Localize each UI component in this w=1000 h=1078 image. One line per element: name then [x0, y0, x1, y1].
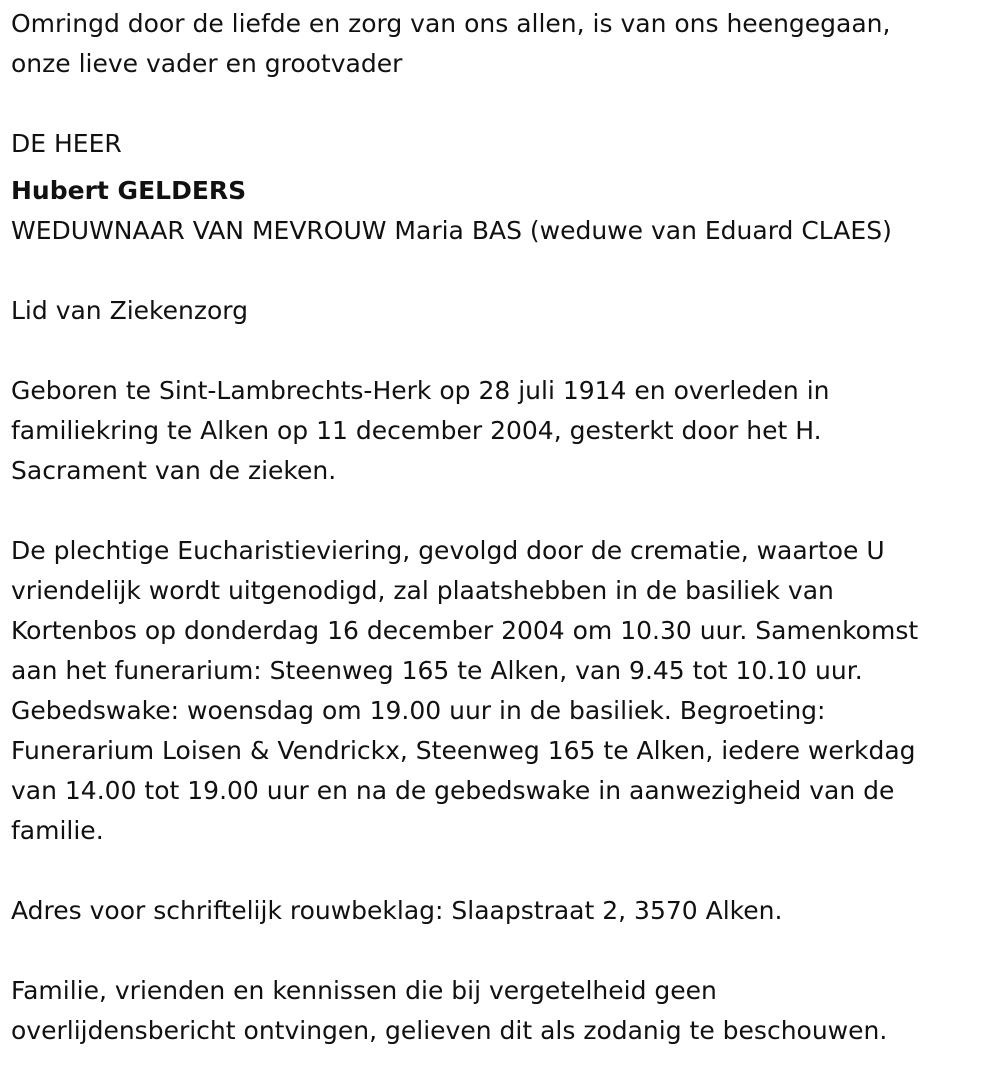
- birth-death-paragraph: Geboren te Sint-Lambrechts-Herk op 28 juli 1914 en overleden in familiekring te Alken op 11 december 2004, gesterkt door het H. Sacrament van de zieken.: [11, 376, 830, 485]
- widower-line: WEDUWNAAR VAN MEVROUW Maria BAS (weduwe van Eduard CLAES): [11, 216, 892, 245]
- spacer: [11, 84, 991, 124]
- intro-paragraph: Omringd door de liefde en zorg van ons allen, is van ons heengegaan, onze lieve vader en grootvader: [11, 9, 891, 78]
- spacer: [11, 491, 991, 531]
- spacer: [11, 251, 991, 291]
- closing-paragraph: Familie, vrienden en kennissen die bij vergetelheid geen overlijdensbericht ontvingen, gelieven dit als zodanig te beschouwen.: [11, 976, 888, 1045]
- spacer: [11, 931, 991, 971]
- honorific-title: DE HEER: [11, 129, 122, 158]
- membership-line: Lid van Ziekenzorg: [11, 296, 248, 325]
- deceased-name: Hubert GELDERS: [11, 176, 247, 205]
- spacer: [11, 164, 991, 171]
- ceremony-paragraph: De plechtige Eucharistieviering, gevolgd door de crematie, waartoe U vriendelijk wordt uitgenodigd, zal plaatshebben in de basiliek van Kortenbos op donderdag 16 december 2004 om 10.30 uur. Samenkomst aan het funerarium: Steenweg 165 te Alken, van 9.45 tot 10.10 uur. Gebedswake: woensdag om 19.00 uur in de basiliek. Begroeting: Funerarium Loisen & Vendrickx, Steenweg 165 te Alken, iedere werkdag van 14.00 tot 19.00 uur en na de gebedswake in aanwezigheid van de familie.: [11, 536, 919, 845]
- death-notice: [11, 4, 991, 1051]
- spacer: [11, 331, 991, 371]
- spacer: [11, 851, 991, 891]
- address-line: Adres voor schriftelijk rouwbeklag: Slaapstraat 2, 3570 Alken.: [11, 896, 783, 925]
